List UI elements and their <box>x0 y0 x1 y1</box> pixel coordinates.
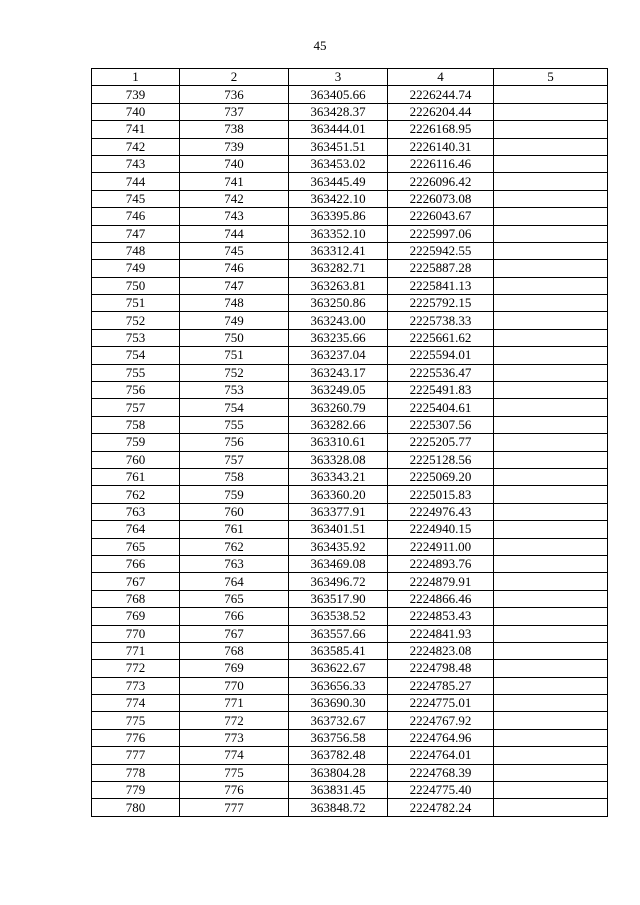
table-cell-col-3: 363732.67 <box>289 712 388 729</box>
table-cell-col-4: 2224893.76 <box>388 555 494 572</box>
table-cell-col-2: 769 <box>180 660 289 677</box>
table-cell-col-4: 2225997.06 <box>388 225 494 242</box>
column-header-4: 4 <box>388 69 494 86</box>
table-cell-col-3: 363435.92 <box>289 538 388 555</box>
table-cell-col-5 <box>494 173 608 190</box>
table-cell-col-1: 749 <box>92 260 180 277</box>
table-cell-col-2: 776 <box>180 782 289 799</box>
table-row <box>92 208 608 225</box>
table-cell-col-5 <box>494 295 608 312</box>
table-cell-col-5 <box>494 677 608 694</box>
table-row <box>92 434 608 451</box>
table-cell-col-4: 2225069.20 <box>388 468 494 485</box>
table-cell-col-3: 363312.41 <box>289 242 388 259</box>
table-cell-col-5 <box>494 608 608 625</box>
table-cell-col-5 <box>494 729 608 746</box>
table-cell-col-5 <box>494 799 608 816</box>
table-cell-col-4: 2224853.43 <box>388 608 494 625</box>
table-cell-col-5 <box>494 503 608 520</box>
table-cell-col-4: 2226244.74 <box>388 86 494 103</box>
table-cell-col-3: 363656.33 <box>289 677 388 694</box>
table-cell-col-5 <box>494 312 608 329</box>
table-row <box>92 573 608 590</box>
table-cell-col-4: 2226140.31 <box>388 138 494 155</box>
table-cell-col-3: 363401.51 <box>289 521 388 538</box>
table-cell-col-4: 2224911.00 <box>388 538 494 555</box>
table-cell-col-5 <box>494 277 608 294</box>
table-cell-col-4: 2224940.15 <box>388 521 494 538</box>
table-cell-col-2: 745 <box>180 242 289 259</box>
table-cell-col-2: 741 <box>180 173 289 190</box>
table-row <box>92 503 608 520</box>
table-cell-col-3: 363585.41 <box>289 642 388 659</box>
table-cell-col-1: 743 <box>92 155 180 172</box>
table-cell-col-4: 2224976.43 <box>388 503 494 520</box>
table-cell-col-2: 767 <box>180 625 289 642</box>
table-cell-col-1: 762 <box>92 486 180 503</box>
table-cell-col-2: 747 <box>180 277 289 294</box>
table-row <box>92 347 608 364</box>
table-body <box>92 86 608 816</box>
table-row <box>92 486 608 503</box>
table-cell-col-5 <box>494 451 608 468</box>
table-cell-col-3: 363263.81 <box>289 277 388 294</box>
table-cell-col-5 <box>494 242 608 259</box>
table-cell-col-4: 2224823.08 <box>388 642 494 659</box>
table-cell-col-5 <box>494 225 608 242</box>
table-cell-col-3: 363538.52 <box>289 608 388 625</box>
table-cell-col-3: 363395.86 <box>289 208 388 225</box>
table-cell-col-3: 363260.79 <box>289 399 388 416</box>
table-cell-col-1: 778 <box>92 764 180 781</box>
table-cell-col-2: 751 <box>180 347 289 364</box>
table-cell-col-3: 363831.45 <box>289 782 388 799</box>
table-cell-col-2: 761 <box>180 521 289 538</box>
table-cell-col-4: 2224798.48 <box>388 660 494 677</box>
page-number: 45 <box>313 38 327 53</box>
table-cell-col-1: 763 <box>92 503 180 520</box>
table-cell-col-5 <box>494 712 608 729</box>
table-cell-col-4: 2224866.46 <box>388 590 494 607</box>
table-row <box>92 295 608 312</box>
table-row <box>92 399 608 416</box>
table-cell-col-5 <box>494 190 608 207</box>
table-cell-col-3: 363557.66 <box>289 625 388 642</box>
table-row <box>92 382 608 399</box>
table-row <box>92 538 608 555</box>
table-cell-col-2: 772 <box>180 712 289 729</box>
table-cell-col-1: 779 <box>92 782 180 799</box>
table-row <box>92 364 608 381</box>
table-cell-col-3: 363451.51 <box>289 138 388 155</box>
table-cell-col-2: 759 <box>180 486 289 503</box>
table-cell-col-4: 2225792.15 <box>388 295 494 312</box>
table-cell-col-2: 749 <box>180 312 289 329</box>
table-cell-col-5 <box>494 468 608 485</box>
table-cell-col-4: 2225128.56 <box>388 451 494 468</box>
table-cell-col-4: 2224785.27 <box>388 677 494 694</box>
table-cell-col-2: 748 <box>180 295 289 312</box>
table-cell-col-3: 363237.04 <box>289 347 388 364</box>
table-row <box>92 799 608 816</box>
table-cell-col-2: 770 <box>180 677 289 694</box>
table-cell-col-4: 2224775.40 <box>388 782 494 799</box>
table-cell-col-1: 754 <box>92 347 180 364</box>
table-cell-col-2: 752 <box>180 364 289 381</box>
table-row <box>92 747 608 764</box>
table-row <box>92 468 608 485</box>
table-cell-col-1: 752 <box>92 312 180 329</box>
table-cell-col-2: 758 <box>180 468 289 485</box>
table-cell-col-2: 762 <box>180 538 289 555</box>
table-cell-col-4: 2224879.91 <box>388 573 494 590</box>
table-cell-col-4: 2225594.01 <box>388 347 494 364</box>
table-cell-col-1: 741 <box>92 121 180 138</box>
table-cell-col-1: 771 <box>92 642 180 659</box>
table-cell-col-5 <box>494 521 608 538</box>
table-cell-col-5 <box>494 434 608 451</box>
table-cell-col-3: 363517.90 <box>289 590 388 607</box>
table-cell-col-1: 772 <box>92 660 180 677</box>
table-cell-col-3: 363282.71 <box>289 260 388 277</box>
table-cell-col-2: 744 <box>180 225 289 242</box>
table-cell-col-1: 769 <box>92 608 180 625</box>
table-cell-col-2: 746 <box>180 260 289 277</box>
table-cell-col-2: 738 <box>180 121 289 138</box>
table-row <box>92 695 608 712</box>
table-cell-col-2: 764 <box>180 573 289 590</box>
table-cell-col-3: 363328.08 <box>289 451 388 468</box>
table-cell-col-2: 766 <box>180 608 289 625</box>
table-cell-col-4: 2225887.28 <box>388 260 494 277</box>
table-cell-col-1: 757 <box>92 399 180 416</box>
table-cell-col-5 <box>494 747 608 764</box>
table-row <box>92 86 608 103</box>
table-cell-col-4: 2225738.33 <box>388 312 494 329</box>
coordinates-table <box>91 68 608 817</box>
table-cell-col-3: 363343.21 <box>289 468 388 485</box>
table-cell-col-5 <box>494 121 608 138</box>
table-cell-col-5 <box>494 625 608 642</box>
table-cell-col-3: 363243.00 <box>289 312 388 329</box>
table-cell-col-2: 755 <box>180 416 289 433</box>
table-row <box>92 103 608 120</box>
table-row <box>92 555 608 572</box>
table-cell-col-1: 753 <box>92 329 180 346</box>
table-cell-col-1: 748 <box>92 242 180 259</box>
table-cell-col-4: 2225942.55 <box>388 242 494 259</box>
table-row <box>92 712 608 729</box>
table-cell-col-2: 765 <box>180 590 289 607</box>
table-cell-col-4: 2224768.39 <box>388 764 494 781</box>
table-cell-col-4: 2225307.56 <box>388 416 494 433</box>
column-header-3: 3 <box>289 69 388 86</box>
table-cell-col-2: 740 <box>180 155 289 172</box>
table-cell-col-1: 751 <box>92 295 180 312</box>
table-cell-col-1: 742 <box>92 138 180 155</box>
table-row <box>92 416 608 433</box>
table-cell-col-1: 756 <box>92 382 180 399</box>
table-cell-col-4: 2226168.95 <box>388 121 494 138</box>
table-cell-col-1: 765 <box>92 538 180 555</box>
table-cell-col-4: 2224782.24 <box>388 799 494 816</box>
table-row <box>92 764 608 781</box>
table-cell-col-1: 768 <box>92 590 180 607</box>
table-cell-col-4: 2224764.96 <box>388 729 494 746</box>
table-cell-col-3: 363282.66 <box>289 416 388 433</box>
table-cell-col-3: 363377.91 <box>289 503 388 520</box>
table-cell-col-3: 363444.01 <box>289 121 388 138</box>
table-cell-col-2: 743 <box>180 208 289 225</box>
table-cell-col-5 <box>494 364 608 381</box>
table-cell-col-2: 757 <box>180 451 289 468</box>
table-cell-col-2: 775 <box>180 764 289 781</box>
table-cell-col-4: 2225841.13 <box>388 277 494 294</box>
table-cell-col-3: 363756.58 <box>289 729 388 746</box>
table-cell-col-5 <box>494 555 608 572</box>
table-cell-col-5 <box>494 764 608 781</box>
table-cell-col-3: 363422.10 <box>289 190 388 207</box>
table-cell-col-4: 2226204.44 <box>388 103 494 120</box>
table-cell-col-4: 2225205.77 <box>388 434 494 451</box>
table-cell-col-3: 363445.49 <box>289 173 388 190</box>
table-cell-col-5 <box>494 103 608 120</box>
table-cell-col-1: 739 <box>92 86 180 103</box>
table-cell-col-1: 755 <box>92 364 180 381</box>
table-cell-col-3: 363352.10 <box>289 225 388 242</box>
table-cell-col-2: 739 <box>180 138 289 155</box>
table-cell-col-3: 363848.72 <box>289 799 388 816</box>
table-cell-col-4: 2226116.46 <box>388 155 494 172</box>
table-cell-col-5 <box>494 486 608 503</box>
table-cell-col-5 <box>494 138 608 155</box>
table-row <box>92 608 608 625</box>
table-cell-col-3: 363405.66 <box>289 86 388 103</box>
column-header-2: 2 <box>180 69 289 86</box>
table-cell-col-5 <box>494 155 608 172</box>
table-cell-col-4: 2224767.92 <box>388 712 494 729</box>
table-cell-col-1: 780 <box>92 799 180 816</box>
table-cell-col-4: 2224775.01 <box>388 695 494 712</box>
table-row <box>92 138 608 155</box>
table-cell-col-5 <box>494 642 608 659</box>
table-row <box>92 155 608 172</box>
table-cell-col-3: 363428.37 <box>289 103 388 120</box>
table-cell-col-4: 2225661.62 <box>388 329 494 346</box>
table-row <box>92 660 608 677</box>
table-cell-col-2: 754 <box>180 399 289 416</box>
table-cell-col-3: 363249.05 <box>289 382 388 399</box>
table-cell-col-1: 764 <box>92 521 180 538</box>
table-row <box>92 190 608 207</box>
column-header-1: 1 <box>92 69 180 86</box>
table-row <box>92 782 608 799</box>
table-cell-col-1: 740 <box>92 103 180 120</box>
table-cell-col-1: 774 <box>92 695 180 712</box>
table-row <box>92 260 608 277</box>
table-cell-col-4: 2225404.61 <box>388 399 494 416</box>
table-cell-col-5 <box>494 782 608 799</box>
table-cell-col-1: 744 <box>92 173 180 190</box>
table-cell-col-4: 2226073.08 <box>388 190 494 207</box>
table-cell-col-5 <box>494 329 608 346</box>
table-cell-col-1: 777 <box>92 747 180 764</box>
table-row <box>92 173 608 190</box>
table-cell-col-2: 760 <box>180 503 289 520</box>
table-cell-col-4: 2224764.01 <box>388 747 494 764</box>
table-cell-col-2: 756 <box>180 434 289 451</box>
table-row <box>92 729 608 746</box>
table-cell-col-5 <box>494 347 608 364</box>
table-cell-col-3: 363250.86 <box>289 295 388 312</box>
table-cell-col-5 <box>494 399 608 416</box>
table-cell-col-1: 761 <box>92 468 180 485</box>
table-cell-col-3: 363690.30 <box>289 695 388 712</box>
table-cell-col-3: 363453.02 <box>289 155 388 172</box>
table-cell-col-2: 753 <box>180 382 289 399</box>
table-cell-col-1: 758 <box>92 416 180 433</box>
table-row <box>92 625 608 642</box>
table-cell-col-3: 363622.67 <box>289 660 388 677</box>
table-cell-col-2: 771 <box>180 695 289 712</box>
table-cell-col-1: 770 <box>92 625 180 642</box>
table-cell-col-1: 750 <box>92 277 180 294</box>
table-row <box>92 642 608 659</box>
table-row <box>92 242 608 259</box>
table-row <box>92 677 608 694</box>
table-cell-col-2: 736 <box>180 86 289 103</box>
table-cell-col-2: 768 <box>180 642 289 659</box>
table-row <box>92 590 608 607</box>
table-cell-col-2: 777 <box>180 799 289 816</box>
table-cell-col-2: 774 <box>180 747 289 764</box>
table-cell-col-4: 2224841.93 <box>388 625 494 642</box>
table-cell-col-2: 773 <box>180 729 289 746</box>
table-cell-col-3: 363360.20 <box>289 486 388 503</box>
table-cell-col-1: 775 <box>92 712 180 729</box>
table-cell-col-3: 363243.17 <box>289 364 388 381</box>
table-cell-col-1: 747 <box>92 225 180 242</box>
table-cell-col-3: 363235.66 <box>289 329 388 346</box>
table-cell-col-3: 363782.48 <box>289 747 388 764</box>
table-cell-col-5 <box>494 590 608 607</box>
table-cell-col-1: 773 <box>92 677 180 694</box>
table-cell-col-3: 363804.28 <box>289 764 388 781</box>
table-cell-col-1: 746 <box>92 208 180 225</box>
table-row <box>92 277 608 294</box>
table-cell-col-5 <box>494 573 608 590</box>
table-cell-col-1: 767 <box>92 573 180 590</box>
table-row <box>92 521 608 538</box>
table-cell-col-4: 2225015.83 <box>388 486 494 503</box>
table-header-row <box>92 69 608 86</box>
table-row <box>92 329 608 346</box>
table-cell-col-3: 363469.08 <box>289 555 388 572</box>
table-cell-col-5 <box>494 416 608 433</box>
table-cell-col-5 <box>494 86 608 103</box>
table-cell-col-1: 766 <box>92 555 180 572</box>
table-cell-col-5 <box>494 382 608 399</box>
table-cell-col-2: 750 <box>180 329 289 346</box>
table-cell-col-4: 2225536.47 <box>388 364 494 381</box>
table-cell-col-1: 745 <box>92 190 180 207</box>
table-cell-col-1: 760 <box>92 451 180 468</box>
table-cell-col-5 <box>494 208 608 225</box>
table-cell-col-4: 2226096.42 <box>388 173 494 190</box>
table-row <box>92 451 608 468</box>
table-cell-col-4: 2225491.83 <box>388 382 494 399</box>
table-cell-col-5 <box>494 660 608 677</box>
table-cell-col-5 <box>494 260 608 277</box>
table-cell-col-1: 776 <box>92 729 180 746</box>
table-cell-col-2: 763 <box>180 555 289 572</box>
table-row <box>92 312 608 329</box>
table-cell-col-3: 363496.72 <box>289 573 388 590</box>
table-cell-col-1: 759 <box>92 434 180 451</box>
table-cell-col-2: 742 <box>180 190 289 207</box>
table-cell-col-5 <box>494 538 608 555</box>
column-header-5: 5 <box>494 69 608 86</box>
table-cell-col-4: 2226043.67 <box>388 208 494 225</box>
table-cell-col-3: 363310.61 <box>289 434 388 451</box>
table-row <box>92 121 608 138</box>
table-cell-col-2: 737 <box>180 103 289 120</box>
table-cell-col-5 <box>494 695 608 712</box>
table-row <box>92 225 608 242</box>
